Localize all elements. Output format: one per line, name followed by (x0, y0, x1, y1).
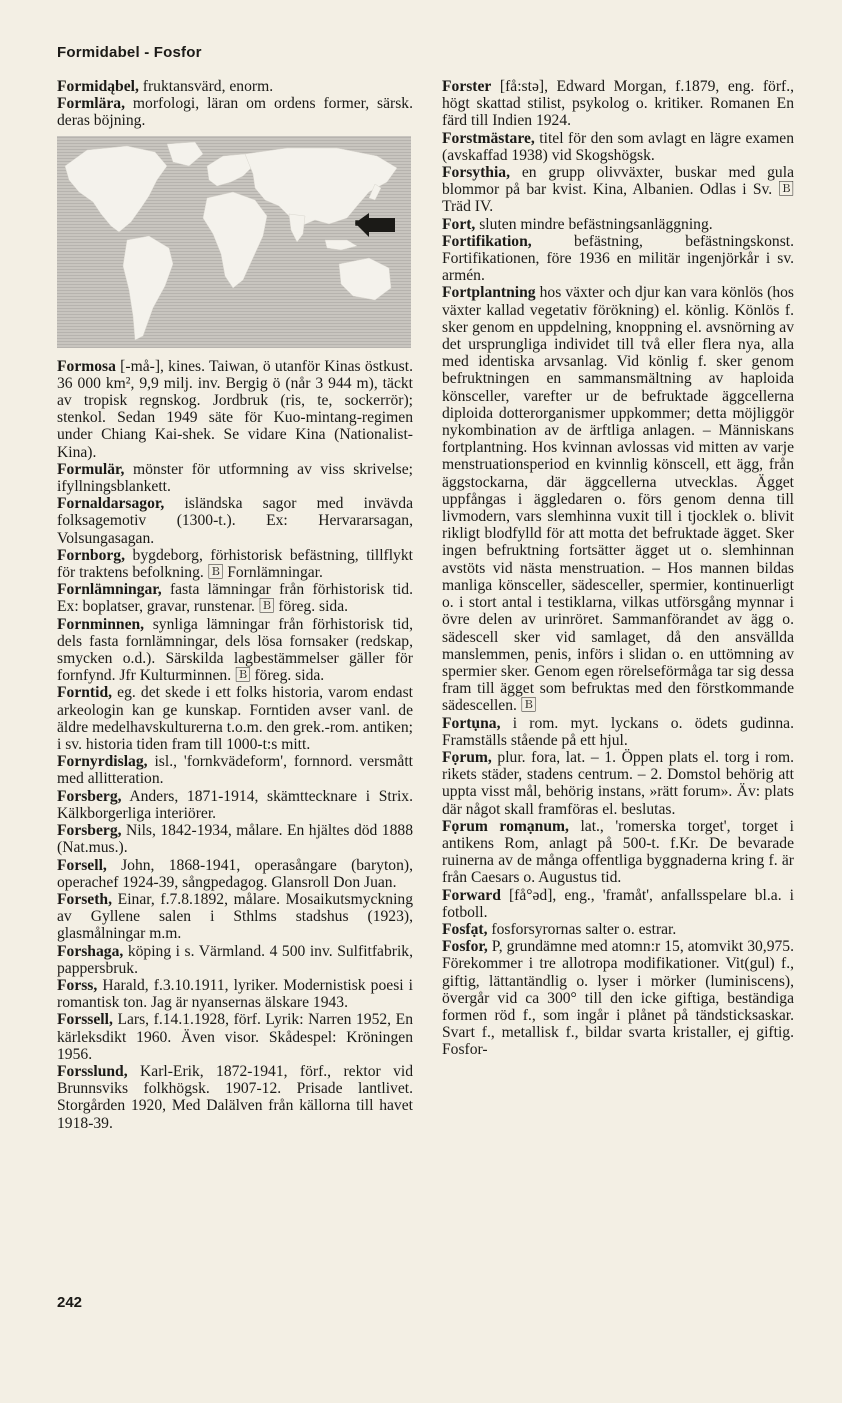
entry-headword: Forshaga, (57, 942, 124, 960)
entry-text: eg. det skede i ett folks historia, varom endast arkeologin kan ge kunskap. Forntiden avser vanl. de äldre medelhavskulturerna t.o.m. den grek.-rom. antiken; i sv. historia tiden fram till 1000-t:s mitt. (57, 684, 413, 754)
world-map (57, 136, 411, 348)
entry-headword: Forss, (57, 976, 98, 994)
dictionary-entry (57, 95, 413, 129)
dictionary-entry (442, 938, 794, 1058)
dictionary-entry (57, 78, 413, 95)
entry-headword: Fortifikation, (442, 232, 532, 250)
dictionary-entry (442, 818, 794, 887)
entry-headword: Fosfor, (442, 938, 488, 956)
south-america-shape (123, 236, 173, 340)
entry-text: Nils, 1842-1934, målare. En hjältes död 1888 (Nat.mus.). (57, 822, 413, 857)
dictionary-entry (57, 788, 413, 822)
entry-headword: Fornaldarsagor, (57, 495, 165, 513)
entry-headword: Formosa (57, 357, 116, 375)
dictionary-entry (442, 233, 794, 285)
entry-text: köping i s. Värmland. 4 500 inv. Sulfitfabrik, pappersbruk. (57, 942, 413, 977)
dictionary-entry (57, 943, 413, 977)
entry-headword: Fosfạt, (442, 920, 488, 938)
taiwan-arrow-icon (355, 213, 395, 237)
world-map-graphic (57, 136, 411, 348)
entry-text: i rom. myt. lyckans o. ödets gudinna. Framställs stående på ett hjul. (442, 714, 794, 749)
entry-text: isländska sagor med invävda folksagemotiv (1300-t.). Ex: Hervararsagan, Volsungasagan. (57, 495, 413, 547)
entry-headword: Fornlämningar, (57, 581, 162, 599)
entry-text: titel för den som avlagt en lägre examen (avskaffad 1938) vid Skogshögsk. (442, 129, 794, 164)
entry-text: [få°əd], eng., 'framåt', anfallsspelare bl.a. i fotboll. (442, 886, 794, 921)
entry-text: Einar, f.7.8.1892, målare. Mosaikutsmyckning av Gyllene salen i Sthlms stadshus (1923), glasmålningar m.m. (57, 890, 413, 943)
entry-text: [-må-], kines. Taiwan, ö utanför Kinas östkust. 36 000 km², 9,9 milj. inv. Bergig ö (når 3 944 m), täckt av tropisk regnskog. Jordbruk (ris, te, sockerrör); stenkol. Sedan 1949 säte för Kuo-mintang-regimen under Chiang Kai-shek. Se vidare Kina (Nationalist-Kina). (57, 357, 413, 461)
running-header: Formidabel - Fosfor (57, 44, 202, 61)
entry-headword: Forssell, (57, 1011, 113, 1029)
entry-headword: Formidąbel, (57, 78, 139, 95)
dictionary-entry (57, 1063, 413, 1132)
entry-text: sluten mindre befästningsanläggning. (475, 215, 713, 233)
entry-text: Lars, f.14.1.1928, förf. Lyrik: Narren 1952, En kärleksdikt 1960. Även visor. Skådespel: Kröningen 1956. (57, 1011, 413, 1063)
entry-headword: Fortplantning (442, 284, 536, 302)
left-column (57, 78, 413, 1132)
entry-text: Harald, f.3.10.1911, lyriker. Modernistisk poesi i romantisk ton. Jag är nyansernas älskare 1943. (57, 976, 413, 1012)
dictionary-entry (442, 78, 794, 130)
dictionary-entry (57, 684, 413, 753)
entry-text: fosforsyrornas salter o. estrar. (487, 920, 677, 938)
dictionary-entry (57, 1011, 413, 1063)
dictionary-entry (57, 857, 413, 891)
dictionary-entry (442, 164, 794, 216)
entry-text: plur. fora, lat. – 1. Öppen plats el. torg i rom. rikets städer, stadens centrum. – 2. Domstol behörig att uppta visst mål, behörig instans, »rätt forum». Äv: plats där något skall framföras el. beslutas. (442, 748, 794, 818)
entry-text: hos växter och djur kan vara könlös (hos växter kallad vegetativ förökning) el. könlig. Könlös f. sker genom en uppdelning, knoppning el. avsnörning av det ursprungliga individet till två eller flera nya, alla med identiska arvsanlag. Vid könlig f. sker genom befruktningen en sammansmältning av haploida könsceller, varefter ur de befruktade äggcellerna diploida dotterorganismer uppkommer; detta möjliggör nykombination av de ärftliga anlagen. – Människans fortplantning. Hos kvinnan avlossas vid mitten av varje menstruationsperiod en kvinnlig könscell, ett ägg, från äggstockarna, där äggcellerna utvecklas. Ägget uppfångas i äggledaren o. förs genom denna till livmodern, vars slemhinna vuxit till i tjocklek o. blivit rikligt blodfylld för att motta det befruktade ägget. Sker ingen befruktning fortsätter ägget ut o. slemhinnan avstöts vid nästa menstruation. – Hos mannen bildas manliga könsceller, sädesceller, spermier, kontinuerligt o. i stort antal i testiklarna, vilkas utförsgång mynnar i övre delen av urinröret. Sammanförandet av ägg o. sädescell sker vid samlaget, då den ansvällda manslemmen, penis, införs i slidan o. en uttömning av spermier sker. Genom egen rörelseförmåga tar sig dessa fram till ägget som befruktas med den förstkommande sädescellen. 🄱 (442, 284, 794, 715)
entry-headword: Forsslund, (57, 1062, 128, 1080)
page-number: 242 (57, 1294, 83, 1311)
dictionary-entry (442, 284, 794, 714)
entry-text: synliga lämningar från förhistorisk tid, dels fasta fornlämningar, dels lösa fornsaker (redskap, smycken o.d.). Särskilda lagbestämmelser gäller för fornfynd. Jfr Kulturminnen. 🄱 föreg. sida. (57, 615, 413, 685)
entries-right (442, 78, 794, 1059)
india-shape (289, 214, 305, 242)
indonesia-shape (325, 240, 357, 250)
entry-text: befästning, befästningskonst. Fortifikationen, före 1936 en militär ingenjörkår i sv. armén. (442, 232, 794, 285)
entry-headword: Forseth, (57, 890, 112, 908)
entry-headword: Forsythia, (442, 164, 511, 182)
dictionary-entry (57, 616, 413, 685)
entry-headword: Formlära, (57, 95, 125, 113)
dictionary-entry (57, 547, 413, 581)
dictionary-entry (57, 358, 413, 461)
entry-text: John, 1868-1941, operasångare (baryton), operachef 1924-39, sångpedagog. Glansroll Don Juan. (57, 856, 413, 891)
dictionary-entry (442, 130, 794, 164)
entry-text: lat., 'romerska torget', torget i antikens Rom, anlagt på 500-t. f.Kr. De bevarade ruinerna av de många offentliga byggnaderna kring f. är från Caesars o. Augustus tid. (442, 817, 794, 887)
entry-headword: Formulär, (57, 460, 125, 478)
greenland-shape (167, 142, 203, 166)
entry-headword: Forsell, (57, 856, 107, 874)
entry-text: mönster för utformning av viss skrivelse; ifyllningsblankett. (57, 460, 413, 496)
europe-shape (207, 154, 253, 186)
entry-headword: Fornminnen, (57, 615, 145, 633)
entry-headword: Forntid, (57, 684, 113, 702)
entry-text: isl., 'fornkvädeform', fornnord. versmått med allitteration. (57, 753, 413, 788)
entry-headword: Fọrum romạnum, (442, 817, 569, 835)
entry-text: P, grundämne med atomn:r 15, atomvikt 30,975. Förekommer i tre allotropa modifikationer. Vit(gul) f., giftig, lättantändlig o. lyser i mörker (luminiscens), övergår vid ca 300° till den icke giftiga, beständiga formen röd f., som ingår i plånet på tändsticksaskar. Svart f., metallisk f., bildar svarta kristaller, ej giftig. Fosfor- (442, 938, 794, 1059)
right-column (442, 78, 794, 1059)
dictionary-entry (57, 461, 413, 495)
entry-text: en grupp olivväxter, buskar med gula blommor på bar kvist. Kina, Albanien. Odlas i Sv. 🄱 Träd IV. (442, 164, 794, 216)
australia-shape (339, 258, 391, 300)
entry-headword: Fornyrdislag, (57, 753, 148, 771)
dictionary-entry (57, 753, 413, 787)
entry-text: Anders, 1871-1914, skämttecknare i Strix. Kälkborgerliga interiörer. (57, 787, 413, 822)
entry-text: Karl-Erik, 1872-1941, förf., rektor vid Brunnsviks folkhögsk. 1907-12. Prisade lantlivet. Storgården 1920, Med Dalälven från källorna till havet 1918-39. (57, 1062, 413, 1132)
entry-text: fruktansvärd, enorm. (138, 78, 274, 95)
entry-headword: Forster (442, 78, 492, 95)
entry-headword: Forstmästare, (442, 129, 535, 147)
entry-headword: Fornborg, (57, 546, 126, 564)
africa-shape (203, 192, 267, 288)
entry-headword: Forsberg, (57, 822, 122, 840)
dictionary-entry (442, 715, 794, 749)
entry-headword: Fortụna, (442, 714, 501, 732)
entries-before-map (57, 78, 413, 130)
entry-text: fasta lämningar från förhistorisk tid. Ex: boplatser, gravar, runstenar. 🄱 föreg. sida. (57, 581, 413, 616)
dictionary-entry (442, 887, 794, 921)
entry-text: [få:stə], Edward Morgan, f.1879, eng. förf., högt skattad stilist, psykolog o. kritiker. Romanen En färd till Indien 1924. (442, 78, 794, 130)
dictionary-entry (442, 749, 794, 818)
entry-text: bygdeborg, förhistorisk befästning, tillflykt för traktens befolkning. 🄱 Fornlämningar. (57, 546, 413, 582)
entry-headword: Fort, (442, 215, 476, 233)
dictionary-entry (57, 977, 413, 1011)
dictionary-entry (57, 581, 413, 615)
dictionary-entry (442, 921, 794, 938)
north-america-shape (65, 146, 167, 232)
entry-headword: Forward (442, 886, 501, 904)
entries-after-map (57, 358, 413, 1132)
dictionary-entry (57, 891, 413, 943)
entry-text: morfologi, läran om ordens former, särsk. deras böjning. (57, 95, 413, 130)
entry-headword: Fọrum, (442, 748, 492, 766)
entry-headword: Forsberg, (57, 787, 122, 805)
dictionary-entry (57, 822, 413, 856)
dictionary-entry (442, 216, 794, 233)
dictionary-entry (57, 495, 413, 547)
